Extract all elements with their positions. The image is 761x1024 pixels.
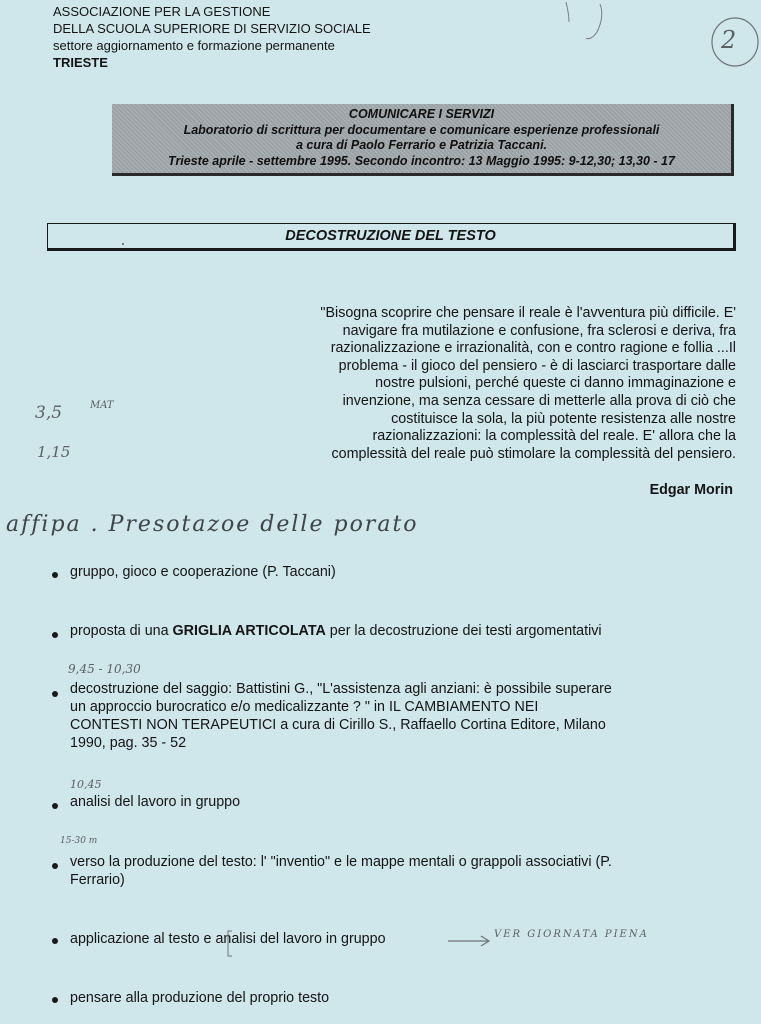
list-item-line: applicazione al testo e analisi del lavoro in gruppo xyxy=(70,931,386,947)
list-item-text-part: per la decostruzione dei testi argomentativi xyxy=(325,623,602,639)
margin-note: 3,5 xyxy=(35,403,63,423)
margin-note: MAT xyxy=(90,400,114,411)
quote-line: razionalizzazioni: la complessità del reale. E' allora che la xyxy=(372,428,736,445)
list-item-emphasis: GRIGLIA ARTICOLATA xyxy=(172,623,326,639)
quote-line: problema - il gioco del pensiero - è di lasciarci trasportare dalle xyxy=(338,357,736,374)
speck-mark xyxy=(122,243,124,245)
quote-line: "Bisogna scoprire che pensare il reale è l'avventura più difficile. E' xyxy=(320,305,736,321)
list-item-line: gruppo, gioco e cooperazione (P. Taccani) xyxy=(70,564,336,580)
time-note: 10,45 xyxy=(70,778,102,791)
list-item-line: analisi del lavoro in gruppo xyxy=(70,794,241,810)
pencil-stroke xyxy=(586,4,602,39)
banner-title: COMUNICARE I SERVIZI xyxy=(348,107,495,121)
quote-line: costituisce la sola, la più potente resistenza alle nostre xyxy=(391,410,736,427)
time-note: 15-30 m xyxy=(60,836,98,846)
banner-subtitle: Laboratorio di scrittura per documentare e comunicare esperienze professionali xyxy=(183,122,660,137)
header-line-4: TRIESTE xyxy=(53,55,108,70)
list-item-line: pensare alla produzione del proprio testo xyxy=(70,990,330,1006)
arrow-note: VER GIORNATA PIENA xyxy=(494,929,649,940)
list-item-line: Ferrario) xyxy=(70,872,125,888)
handwritten-scribble: affipa . Presotazoe delle porato xyxy=(6,512,419,537)
list-item-line: un approccio burocratico e/o medicalizzante ? " in IL CAMBIAMENTO NEI xyxy=(70,699,539,715)
list-item-line: 1990, pag. 35 - 52 xyxy=(70,735,187,751)
pencil-stroke xyxy=(566,2,569,22)
list-item-line: CONTESTI NON TERAPEUTICI a cura di Cirillo S., Raffaello Cortina Editore, Milano xyxy=(70,717,606,733)
list-item-text-part: proposta di una xyxy=(70,623,173,639)
header-line-2: DELLA SCUOLA SUPERIORE DI SERVIZIO SOCIALE xyxy=(53,21,371,36)
banner-editors: a cura di Paolo Ferrario e Patrizia Taccani. xyxy=(295,138,548,152)
quote-line: navigare fra mutilazione e confusione, fra sclerosi e deriva, fra xyxy=(342,322,736,339)
section-title-text: DECOSTRUZIONE DEL TESTO xyxy=(285,228,496,244)
list-item-line: verso la produzione del testo: l' "inventio" e le mappe mentali o grappoli associativi (P. xyxy=(70,854,612,870)
quote-line: razionalizzazione e irrazionalità, con e contro ragione e follia ...Il xyxy=(330,340,736,357)
header-line-3: settore aggiornamento e formazione permanente xyxy=(53,38,335,53)
quote-line: nostre pulsioni, perché queste ci danno immaginazione e xyxy=(375,375,736,392)
quote-line: invenzione, ma senza cessare di metterle alla prova di ciò che xyxy=(342,392,736,409)
banner-dates: Trieste aprile - settembre 1995. Secondo incontro: 13 Maggio 1995: 9-12,30; 13,30 - 17 xyxy=(168,153,675,168)
quote-line: complessità del reale può stimolare la complessità del pensiero. xyxy=(331,445,736,462)
list-item-line: decostruzione del saggio: Battistini G., "L'assistenza agli anziani: è possibile superare xyxy=(70,681,612,697)
page-number-handwritten: 2 xyxy=(721,26,737,54)
margin-note: 1,15 xyxy=(37,443,71,461)
header-line-1: ASSOCIAZIONE PER LA GESTIONE xyxy=(53,4,271,19)
time-note: 9,45 - 10,30 xyxy=(68,662,141,676)
quote-author: Edgar Morin xyxy=(649,482,733,498)
bracket-mark xyxy=(228,931,232,956)
